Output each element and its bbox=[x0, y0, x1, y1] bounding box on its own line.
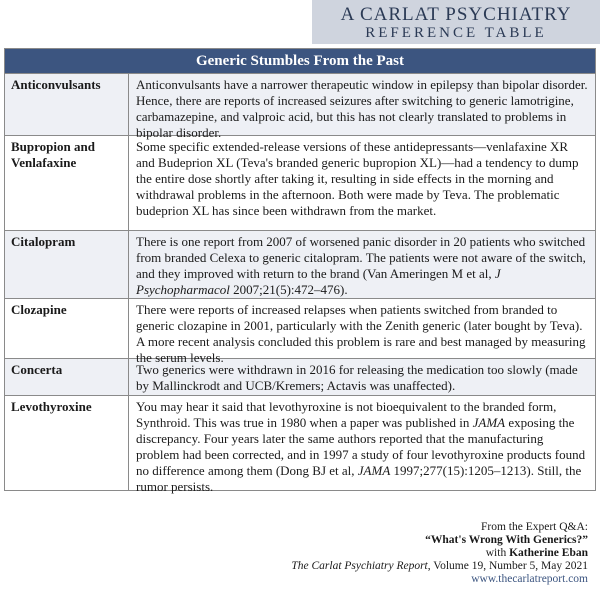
table-row-bupropion-venlafaxine bbox=[5, 136, 595, 231]
table-row-levothyroxine bbox=[5, 396, 595, 494]
journal-name: J Psychopharmacol bbox=[136, 266, 501, 297]
table-row-anticonvulsants bbox=[5, 74, 595, 140]
desc-part: There is one report from 2007 of worsened panic disorder in 20 patients who switched from branded Celexa to generic citalopram. The patients were not aware of the switch, and they improved with return to the brand (Van Ameringen M et al, bbox=[136, 234, 586, 281]
row-description: Some specific extended-release versions of these antidepressants—venlafaxine XR and Budeprion XL (Teva's branded generic bupropion XL)—had a tendency to dump the entire dose shortly after taking it, resulting in side effects in the morning and withdrawal problems in the afternoon. Both were made by Teva. The problematic budeprion XL has since been withdrawn from the market. bbox=[136, 139, 579, 218]
row-description: Anticonvulsants have a narrower therapeutic window in epilepsy than bipolar disorder. Hence, there are reports of increased seizures after switching to generic lamotrigine, carbamazepine, and valproic acid, but this has not clearly translated to problems in bipolar disorder. bbox=[136, 77, 588, 140]
footer-citation bbox=[228, 560, 588, 573]
reference-table bbox=[4, 48, 596, 494]
reference-banner bbox=[312, 0, 600, 44]
footer-issue: , Volume 19, Number 5, May 2021 bbox=[427, 560, 588, 572]
footer-source-label: From the Expert Q&A: bbox=[481, 521, 588, 533]
footer-article-title: “What's Wrong With Generics?” bbox=[425, 534, 588, 546]
row-term: Anticonvulsants bbox=[5, 74, 129, 135]
desc-part: exposing the discrepancy. Four years later the same authors reported that the manufacturing problem had been corrected, and in 1997 a study of four levothyroxine products found no difference among them (Dong BJ et al, bbox=[136, 415, 586, 478]
desc-part: 1997;277(15):1205–1213). Still, the rumor persists. bbox=[136, 463, 582, 494]
journal-name: JAMA bbox=[357, 463, 391, 478]
desc-part: 2007;21(5):472–476). bbox=[229, 282, 348, 297]
row-term: Bupropion and Venlafaxine bbox=[5, 136, 129, 230]
banner-line-1: A CARLAT PSYCHIATRY bbox=[340, 4, 572, 25]
row-term: Citalopram bbox=[5, 231, 129, 298]
source-footer bbox=[228, 521, 588, 586]
row-description bbox=[129, 396, 595, 494]
footer-author-line bbox=[228, 547, 588, 560]
footer-with: with bbox=[485, 547, 510, 559]
row-term: Levothyroxine bbox=[5, 396, 129, 490]
table-row-clozapine bbox=[5, 299, 595, 365]
footer-url-link[interactable]: www.thecarlatreport.com bbox=[471, 573, 588, 585]
banner-line-2: REFERENCE TABLE bbox=[365, 25, 547, 41]
table-row-citalopram bbox=[5, 231, 595, 299]
footer-journal: The Carlat Psychiatry Report bbox=[291, 560, 428, 572]
journal-name: JAMA bbox=[472, 415, 506, 430]
table-title: Generic Stumbles From the Past bbox=[5, 49, 595, 74]
row-term: Clozapine bbox=[5, 299, 129, 358]
row-description bbox=[129, 231, 595, 298]
row-description: There were reports of increased relapses when patients switched from branded to generic clozapine in 2001, particularly with the Zenith generic (later bought by Teva). A more recent analysis concluded this problem is rare and best managed by measuring the serum levels. bbox=[136, 302, 586, 365]
footer-author: Katherine Eban bbox=[509, 547, 588, 559]
desc-part: You may hear it said that levothyroxine is not bioequivalent to the branded form, Synthroid. This was true in 1980 when a paper was published in bbox=[136, 399, 557, 430]
row-term: Concerta bbox=[5, 359, 129, 395]
row-description: Two generics were withdrawn in 2016 for releasing the medication too slowly (made by Mallinckrodt and UCB/Kremers; Actavis was unaffected). bbox=[136, 362, 578, 393]
table-row-concerta bbox=[5, 359, 595, 396]
